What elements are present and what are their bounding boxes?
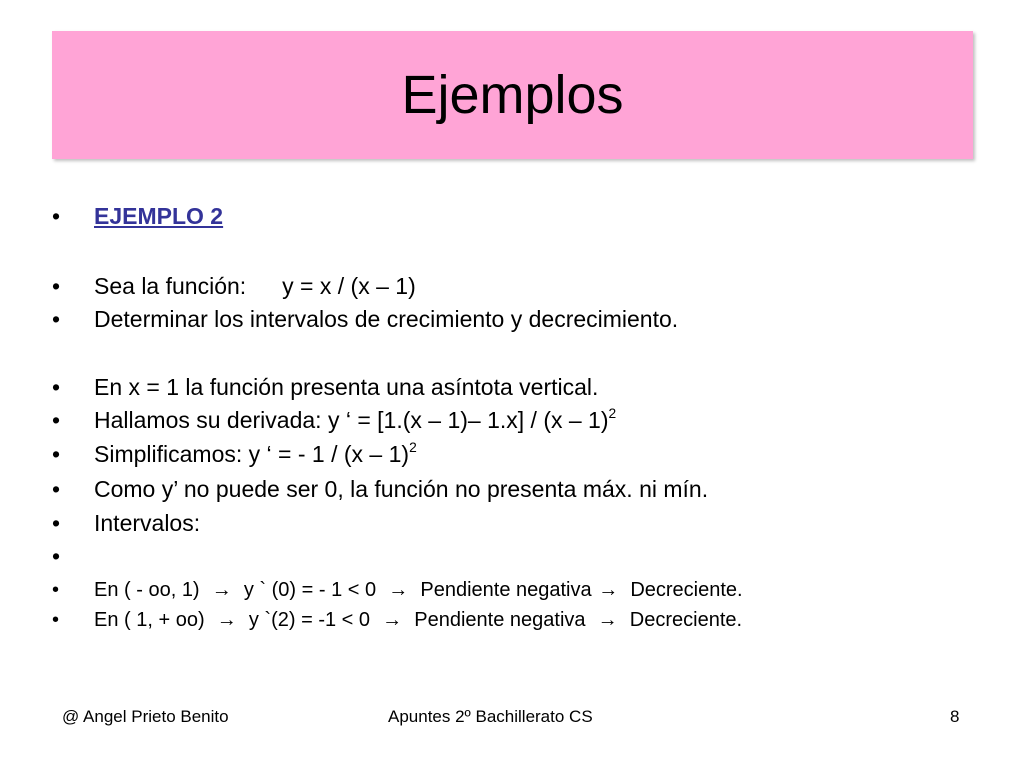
bullet-dot: • — [52, 543, 61, 569]
derivative-text: Hallamos su derivada: y ‘ = [1.(x – 1)– 1.x] / (x – 1) — [94, 407, 609, 433]
derivative-line — [94, 405, 616, 435]
interval-2-line — [94, 606, 742, 634]
bullet-dot: • — [52, 374, 61, 400]
interval-1-result: Decreciente. — [630, 579, 743, 601]
arrow-right-icon: → — [382, 609, 403, 631]
interval-1-slope: Pendiente negativa — [420, 579, 592, 601]
arrow-right-icon: → — [216, 609, 237, 631]
bullet-dot: • — [52, 609, 60, 631]
arrow-right-icon: → — [597, 609, 618, 631]
asymptote-line: En x = 1 la función presenta una asíntota vertical. — [94, 374, 599, 400]
example-heading: EJEMPLO 2 — [94, 203, 224, 229]
function-line — [94, 271, 416, 301]
intervals-label: Intervalos: — [94, 510, 201, 536]
bullet-dot: • — [52, 579, 60, 601]
function-label: Sea la función: — [94, 273, 247, 299]
interval-1-domain: En ( - oo, 1) — [94, 579, 200, 601]
footer-page-number: 8 — [950, 707, 960, 726]
interval-1-line — [94, 576, 743, 604]
interval-2-domain: En ( 1, + oo) — [94, 609, 205, 631]
bullet-dot: • — [52, 306, 61, 332]
derivative-exponent: 2 — [608, 405, 617, 421]
arrow-right-icon: → — [388, 579, 409, 601]
bullet-dot: • — [52, 510, 61, 536]
determine-line: Determinar los intervalos de crecimiento y decrecimiento. — [94, 306, 679, 332]
simplify-exponent: 2 — [409, 439, 417, 455]
bullet-dot: • — [52, 203, 61, 229]
simplify-line — [94, 439, 417, 469]
interval-2-derivative: y `(2) = -1 < 0 — [248, 609, 371, 631]
arrow-right-icon: → — [211, 579, 232, 601]
interval-1-derivative: y ` (0) = - 1 < 0 — [243, 579, 377, 601]
footer-course: Apuntes 2º Bachillerato CS — [388, 707, 593, 726]
slide-title: Ejemplos — [401, 65, 624, 125]
function-expression: y = x / (x – 1) — [282, 273, 416, 299]
bullet-dot: • — [52, 407, 61, 433]
footer-author: @ Angel Prieto Benito — [62, 707, 229, 726]
bullet-dot: • — [52, 476, 61, 502]
no-extrema-line: Como y’ no puede ser 0, la función no presenta máx. ni mín. — [94, 476, 709, 502]
simplify-text: Simplificamos: y ‘ = - 1 / (x – 1) — [94, 441, 410, 467]
bullet-dot: • — [52, 273, 61, 299]
interval-2-slope: Pendiente negativa — [414, 609, 586, 631]
interval-2-result: Decreciente. — [629, 609, 743, 631]
arrow-right-icon: → — [598, 579, 619, 601]
bullet-dot: • — [52, 441, 61, 467]
